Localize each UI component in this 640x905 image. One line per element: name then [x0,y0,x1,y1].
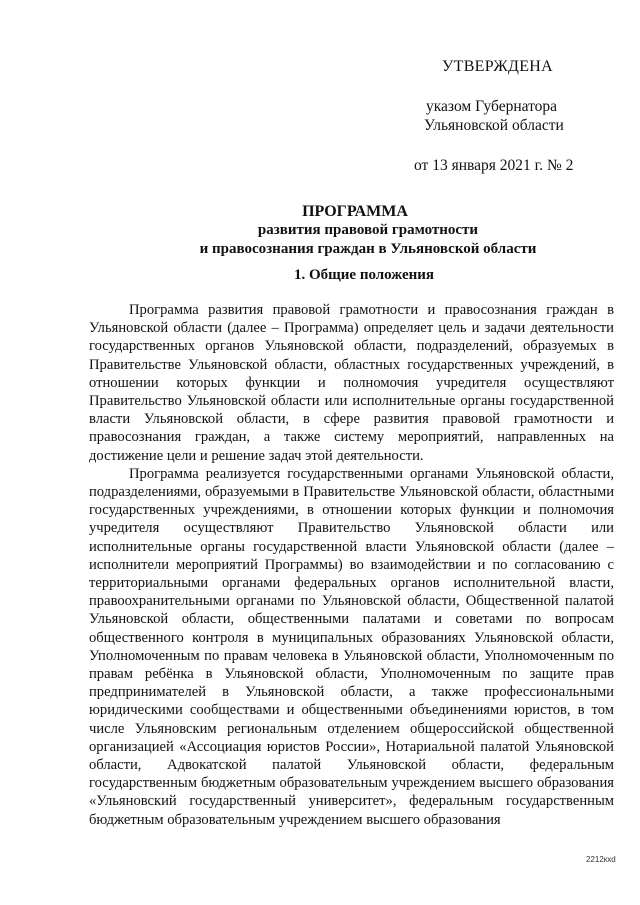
document-title: ПРОГРАММА [302,203,408,220]
body-paragraph: Программа развития правовой грамотности и правосознания граждан в Ульяновской области (далее – Программа) определяет цель и задачи деятельности государственных органов Ульяновской области, подразделений, образуемых в Правительстве Ульяновской области, областных государственных учреждений, в отношении которых функции и полномочия учредителя осуществляют Правительство Ульяновской области или исполнительные органы государственной власти Ульяновской области, в сфере развития правовой грамотности и правосознания граждан, а также систему мероприятий, направленных на достижение цели и решение задач этой деятельности. [89,302,614,464]
footer-code: 2212кхd [586,855,616,864]
document-subtitle-line2: и правосознания граждан в Ульяновской области [199,241,537,257]
document-subtitle-line1: развития правовой грамотности [257,222,479,238]
approval-stamp [380,57,610,175]
body-paragraph: Программа реализуется государственными органами Ульяновской области, подразделениями, образуемыми в Правительстве Ульяновской области, областными государственных учреждениями, в отношении которых функции и полномочия учредителя осуществляют Правительство Ульяновской области или исполнительные органы государственной власти Ульяновской области (далее – исполнители мероприятий Программы) во взаимодействии и по согласованию с территориальными органами федеральных органов исполнительной власти, правоохранительными органами по Ульяновской области, Общественной палатой Ульяновской области, общественными палатами и советами по вопросам общественного контроля в муниципальных образованиях Ульяновской области, Уполномоченным по правам человека в Ульяновской области, Уполномоченным по правам ребёнка в Ульяновской области, Уполномоченным по защите прав предпринимателей в Ульяновской области, а также профессиональными юридическими сообществами и общественными объединениями юристов, в том числе Ульяновским региональным отделением общероссийской общественной организацией «Ассоциация юристов России», Нотариальной палатой Ульяновской области, Адвокатской палатой Ульяновской области, федеральным государственным бюджетным образовательным учреждением высшего образования «Ульяновский государственный университет», федеральным государственным бюджетным образовательным учреждением высшего образования [89,465,614,828]
approval-issuer-line: указом Губернатора [426,97,558,115]
document-heading [0,202,640,259]
approval-region-line: Ульяновской области [424,117,564,134]
approval-title: УТВЕРЖДЕНА [442,58,554,75]
section-title: 1. Общие положения [293,267,435,283]
document-body [89,301,614,829]
approval-date-line: от 13 января 2021 г. № 2 [414,156,574,174]
